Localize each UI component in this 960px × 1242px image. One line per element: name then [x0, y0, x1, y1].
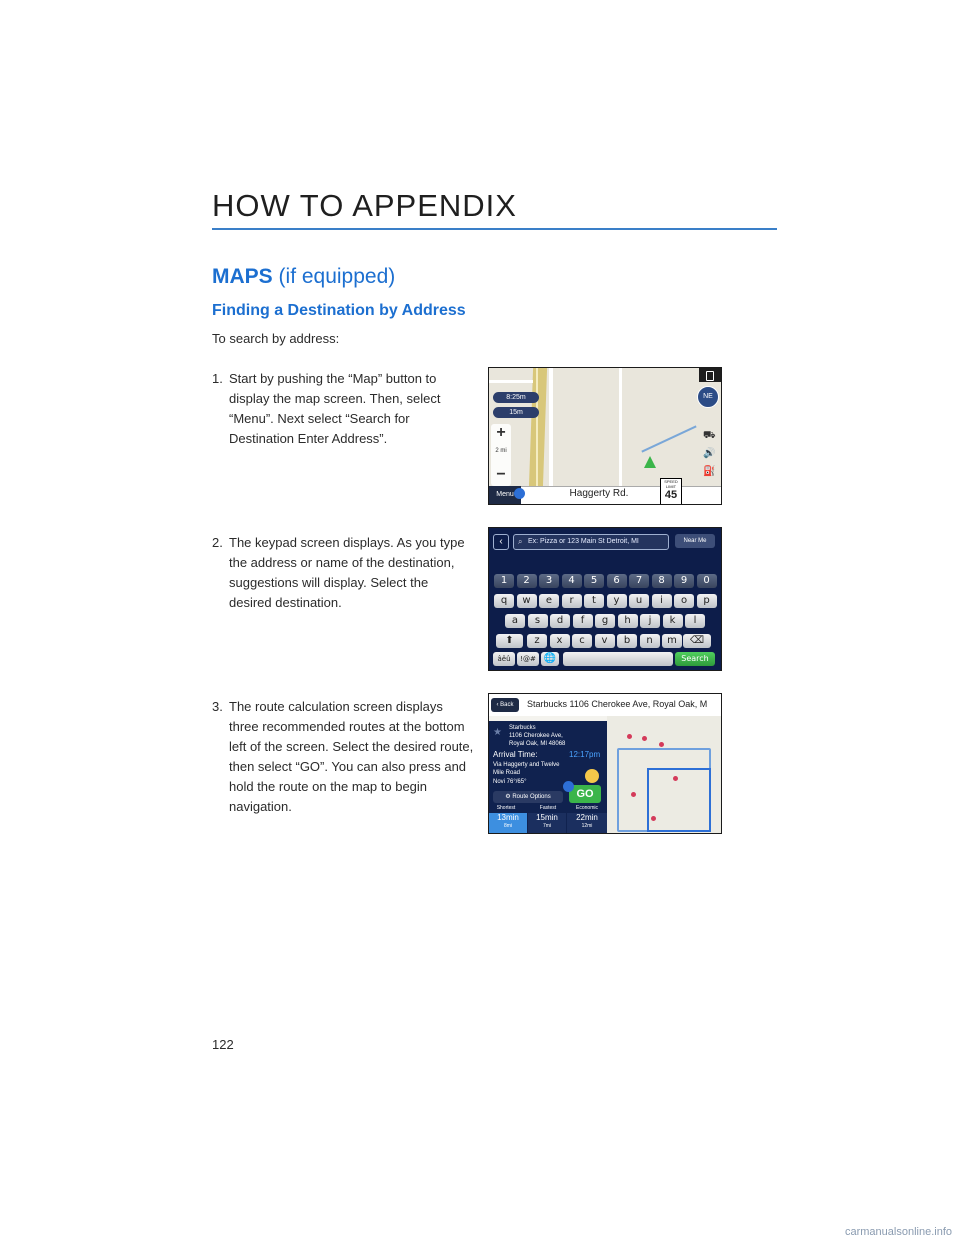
- current-street: Haggerty Rd.: [569, 488, 629, 499]
- main-road: [529, 368, 547, 488]
- key-s[interactable]: s: [528, 614, 548, 628]
- eta-chip[interactable]: 15m: [493, 407, 539, 418]
- key-d[interactable]: d: [550, 614, 570, 628]
- fuel-icon[interactable]: ⛽: [703, 466, 716, 477]
- route-option-3[interactable]: [567, 813, 607, 833]
- speed-limit-label: SPEED: [664, 479, 678, 484]
- speed-limit-sign: [660, 478, 682, 505]
- key-t[interactable]: t: [584, 594, 604, 608]
- globe-key[interactable]: 🌐: [541, 652, 559, 666]
- key-o[interactable]: o: [674, 594, 694, 608]
- side-road: [619, 368, 622, 488]
- volume-icon[interactable]: 🔊: [703, 448, 716, 459]
- map-scale: 2 mi: [495, 448, 507, 454]
- back-label: Back: [500, 702, 514, 708]
- phone-icon-button[interactable]: [699, 368, 721, 382]
- key-6[interactable]: 6: [607, 574, 627, 588]
- poi-marker[interactable]: [631, 792, 636, 797]
- key-7[interactable]: 7: [629, 574, 649, 588]
- key-r[interactable]: r: [562, 594, 582, 608]
- weather-text: Novi 76°/65°: [493, 779, 527, 785]
- arrival-time: 12:17pm: [569, 750, 601, 759]
- accent-key[interactable]: âêû: [493, 652, 515, 666]
- space-key[interactable]: [563, 652, 673, 666]
- backspace-key[interactable]: ⌫: [683, 634, 711, 648]
- poi-marker[interactable]: [673, 776, 678, 781]
- favorite-star-icon[interactable]: ★: [493, 727, 502, 738]
- poi-marker[interactable]: [627, 734, 632, 739]
- route-time: 22min: [576, 813, 598, 822]
- route-options-button[interactable]: ⚙ Route Options: [493, 791, 563, 803]
- vehicle-arrow-icon: [644, 456, 656, 468]
- cross-street: [489, 380, 533, 383]
- via-line: Mile Road: [493, 770, 521, 776]
- step-1: [212, 369, 474, 449]
- key-e[interactable]: e: [539, 594, 559, 608]
- section-title: [212, 265, 395, 289]
- route-type-label: Fastest: [539, 805, 557, 811]
- key-0[interactable]: 0: [697, 574, 717, 588]
- section-title-main: MAPS: [212, 265, 273, 288]
- key-2[interactable]: 2: [517, 574, 537, 588]
- key-c[interactable]: c: [572, 634, 592, 648]
- route-line-selected: [647, 768, 711, 832]
- step-2: [212, 533, 474, 613]
- via-line: Via Haggerty and Twelve: [493, 762, 560, 768]
- route-screen-screenshot: [488, 693, 722, 834]
- key-5[interactable]: 5: [584, 574, 604, 588]
- key-p[interactable]: p: [697, 594, 717, 608]
- road-centerline: [536, 368, 538, 488]
- eta-chip[interactable]: 8:25m: [493, 392, 539, 403]
- route-option-1[interactable]: [489, 813, 527, 833]
- key-h[interactable]: h: [618, 614, 638, 628]
- route-map: [607, 716, 721, 833]
- menu-button[interactable]: Menu: [489, 486, 521, 504]
- phone-icon: [706, 371, 714, 381]
- key-3[interactable]: 3: [539, 574, 559, 588]
- key-4[interactable]: 4: [562, 574, 582, 588]
- header-divider: [212, 228, 777, 230]
- key-x[interactable]: x: [550, 634, 570, 648]
- step-text: The route calculation screen displays three recommended routes at the bottom left of the screen. Select the desired route, then select “GO”. You can also press and hold the route on the map to begin navigation.: [229, 699, 474, 814]
- intro-text: To search by address:: [212, 331, 340, 346]
- compass-button[interactable]: NE: [697, 386, 719, 408]
- key-z[interactable]: z: [527, 634, 547, 648]
- key-a[interactable]: a: [505, 614, 525, 628]
- key-w[interactable]: w: [517, 594, 537, 608]
- key-m[interactable]: m: [662, 634, 682, 648]
- route-distance: 12mi: [581, 823, 593, 829]
- poi-marker[interactable]: [642, 736, 647, 741]
- key-b[interactable]: b: [617, 634, 637, 648]
- route-type-label: Economic: [576, 805, 598, 811]
- poi-marker[interactable]: [651, 816, 656, 821]
- step-number: 2.: [212, 535, 223, 550]
- tap-indicator: [514, 488, 525, 499]
- key-q[interactable]: q: [494, 594, 514, 608]
- route-via: [493, 761, 560, 777]
- key-n[interactable]: n: [640, 634, 660, 648]
- search-icon: ⌕: [518, 537, 523, 546]
- search-button[interactable]: Search: [675, 652, 715, 666]
- destination-name: Starbucks: [509, 725, 536, 731]
- speed-limit-value: 45: [664, 489, 678, 501]
- route-option-2[interactable]: [528, 813, 566, 833]
- section-title-qualifier: (if equipped): [278, 265, 396, 288]
- key-v[interactable]: v: [595, 634, 615, 648]
- key-i[interactable]: i: [652, 594, 672, 608]
- traffic-icon[interactable]: ⛟: [703, 430, 716, 441]
- weather-sun-icon: [585, 769, 599, 783]
- river: [641, 425, 696, 452]
- step-text: Start by pushing the “Map” button to display the map screen. Then, select “Menu”. Next select “Search for Destination Enter Address”.: [229, 371, 441, 446]
- tap-indicator: [563, 781, 574, 792]
- subsection-title: Finding a Destination by Address: [212, 302, 466, 319]
- page-header-title: HOW TO APPENDIX: [212, 188, 517, 223]
- shift-key[interactable]: ⬆: [496, 634, 523, 648]
- route-distance: 7mi: [542, 823, 552, 829]
- arrival-label: Arrival Time:: [493, 750, 538, 759]
- key-f[interactable]: f: [573, 614, 593, 628]
- watermark: carmanualsonline.info: [844, 1226, 952, 1238]
- route-info-panel: [489, 721, 607, 833]
- search-placeholder: Ex: Pizza or 123 Main St Detroit, MI: [528, 538, 639, 545]
- search-input[interactable]: [513, 534, 669, 550]
- step-number: 1.: [212, 371, 223, 386]
- route-distance: 8mi: [503, 823, 513, 829]
- key-8[interactable]: 8: [652, 574, 672, 588]
- key-y[interactable]: y: [607, 594, 627, 608]
- route-type-label: Shortest: [496, 805, 516, 811]
- poi-marker[interactable]: [659, 742, 664, 747]
- route-time: 13min: [497, 813, 519, 822]
- back-button[interactable]: ‹: [493, 534, 509, 550]
- near-me-button[interactable]: Near Me: [675, 534, 715, 548]
- map-screen-screenshot: [488, 367, 722, 505]
- route-time: 15min: [536, 813, 558, 822]
- destination-address-line: 1106 Cherokee Ave,: [509, 733, 563, 739]
- step-text: The keypad screen displays. As you type the address or name of the destination, suggestions will display. Select the desired destination.: [229, 535, 465, 610]
- key-l[interactable]: l: [685, 614, 705, 628]
- symbol-key[interactable]: !@#: [517, 652, 539, 666]
- destination-address-line: Royal Oak, MI 48068: [509, 741, 566, 747]
- speed-limit-label: LIMIT: [665, 484, 677, 489]
- keypad-screen-screenshot: [488, 527, 722, 671]
- side-road: [549, 368, 553, 488]
- back-button[interactable]: ‹ Back: [491, 698, 519, 712]
- step-number: 3.: [212, 699, 223, 714]
- key-j[interactable]: j: [640, 614, 660, 628]
- destination-title: Starbucks 1106 Cherokee Ave, Royal Oak, M: [527, 699, 708, 709]
- zoom-in-button[interactable]: +: [496, 424, 506, 441]
- destination-details: [509, 724, 565, 748]
- step-3: [212, 697, 474, 817]
- key-g[interactable]: g: [595, 614, 615, 628]
- key-1[interactable]: 1: [494, 574, 514, 588]
- page-number: 122: [212, 1037, 234, 1052]
- key-9[interactable]: 9: [674, 574, 694, 588]
- route-options-label: Route Options: [512, 794, 551, 800]
- go-button[interactable]: GO: [569, 785, 601, 803]
- zoom-out-button[interactable]: −: [496, 466, 506, 483]
- key-u[interactable]: u: [629, 594, 649, 608]
- key-k[interactable]: k: [663, 614, 683, 628]
